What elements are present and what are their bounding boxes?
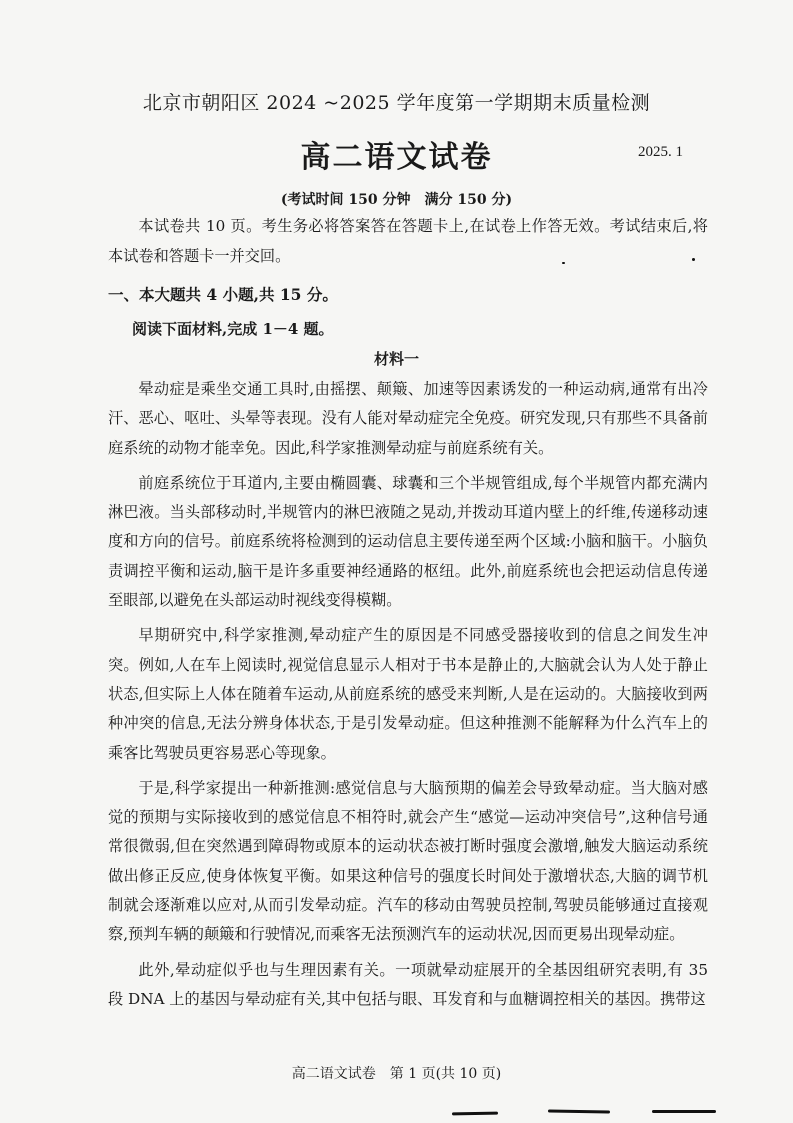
material-body — [108, 375, 708, 1020]
instructions — [108, 212, 708, 271]
scan-mark — [548, 1109, 610, 1113]
paragraph: 晕动症是乘坐交通工具时,由摇摆、颠簸、加速等因素诱发的一种运动病,通常有出冷汗、恶心、呕吐、头晕等表现。没有人能对晕动症完全免疫。研究发现,只有那些不具备前庭系统的动物才能幸免。因此,科学家推测晕动症与前庭系统有关。 — [108, 380, 708, 457]
reading-prompt: 阅读下面材料,完成 1－4 题。 — [132, 320, 334, 338]
page-footer: 高二语文试卷 第 1 页(共 10 页) — [291, 1066, 502, 1082]
scan-mark — [652, 1110, 716, 1113]
exam-date: 2025. 1 — [638, 144, 683, 160]
page-title: 高二语文试卷 — [300, 140, 493, 175]
paragraph: 于是,科学家提出一种新推测:感觉信息与大脑预期的偏差会导致晕动症。当大脑对感觉的预期与实际接收到的感觉信息不相符时,就会产生“感觉—运动冲突信号”,这种信号通常很微弱,但在突然遇到障碍物或原本的运动状态被打断时强度会激增,触发大脑运动系统做出修正反应,使身体恢复平衡。如果这种信号的强度长时间处于激增状态,大脑的调节机制就会逐渐难以应对,从而引发晕动症。汽车的移动由驾驶员控制,驾驶员能够通过直接观察,预判车辆的颠簸和行驶情况,而乘客无法预测汽车的运动状况,因而更易出现晕动症。 — [108, 778, 708, 944]
exam-name: 北京市朝阳区 2024 ~2025 学年度第一学期期末质量检测 — [142, 92, 651, 114]
title-row — [0, 132, 793, 175]
section-heading: 一、本大题共 4 小题,共 15 分。 — [108, 285, 338, 304]
paragraph: 早期研究中,科学家推测,晕动症产生的原因是不同感受器接收到的信息之间发生冲突。例如,人在车上阅读时,视觉信息显示人相对于书本是静止的,大脑就会认为人处于静止状态,但实际上人体在随着车运动,从前庭系统的感受来判断,人是在运动的。大脑接收到两种冲突的信息,无法分辨身体状态,于是引发晕动症。但这种推测不能解释为什么汽车上的乘客比驾驶员更容易恶心等现象。 — [108, 626, 708, 762]
scan-mark — [562, 262, 565, 264]
paragraph: 前庭系统位于耳道内,主要由椭圆囊、球囊和三个半规管组成,每个半规管内都充满内淋巴液。当头部移动时,半规管内的淋巴液随之晃动,并拨动耳道内壁上的纤维,传递移动速度和方向的信号。前庭系统将检测到的运动信息主要传递至两个区域:小脑和脑干。小脑负责调控平衡和运动,脑干是许多重要神经通路的枢纽。此外,前庭系统也会把运动信息传递至眼部,以避免在头部运动时视线变得模糊。 — [108, 473, 708, 610]
material-title: 材料一 — [373, 350, 419, 368]
instructions-text: 本试卷共 10 页。考生务必将答案答在答题卡上,在试卷上作答无效。考试结束后,将本试卷和答题卡一并交回。 — [108, 217, 708, 265]
scan-mark — [452, 1112, 498, 1116]
paragraph: 此外,晕动症似乎也与生理因素有关。一项就晕动症展开的全基因组研究表明,有 35 段 DNA 上的基因与晕动症有关,其中包括与眼、耳发育和与血糖调控相关的基因。携带这 — [108, 960, 708, 1008]
scan-mark — [692, 258, 695, 261]
exam-info: (考试时间 150 分钟 满分 150 分) — [280, 192, 513, 208]
